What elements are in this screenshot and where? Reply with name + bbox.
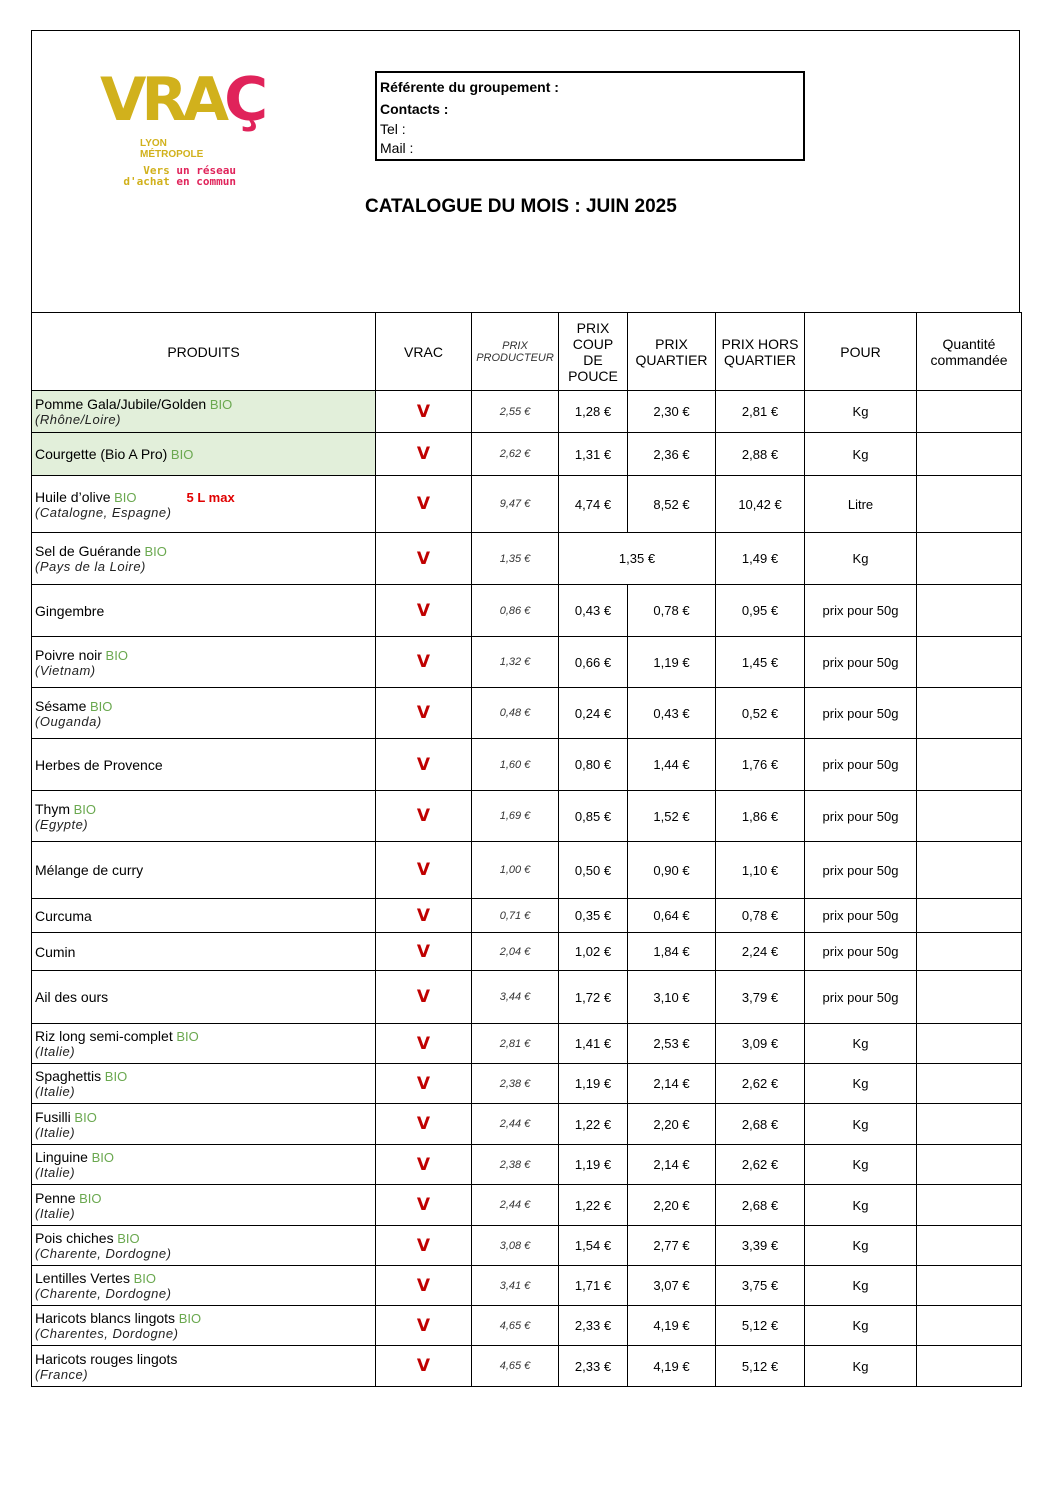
product-origin: (Charentes, Dordogne) (35, 1326, 179, 1341)
prix-hors-quartier: 3,75 € (716, 1266, 805, 1306)
unit: prix pour 50g (805, 971, 917, 1024)
vrac-check-icon: V (416, 1033, 431, 1054)
vrac-check-icon: V (416, 1275, 431, 1296)
mail-label: Mail : (380, 140, 414, 156)
vrac-cell (376, 899, 472, 933)
product-cell (32, 1346, 376, 1387)
prix-producteur: 2,81 € (472, 1024, 559, 1064)
product-name: Courgette (Bio A Pro) (35, 446, 168, 462)
product-name: Spaghettis (35, 1068, 102, 1084)
product-origin: (Catalogne, Espagne) (35, 504, 172, 520)
prix-quartier: 2,20 € (628, 1104, 716, 1145)
table-row (32, 971, 1022, 1024)
product-cell (32, 476, 376, 533)
product-name: Haricots blancs lingots (35, 1310, 176, 1326)
prix-hors-quartier: 2,88 € (716, 433, 805, 476)
prix-hors-quartier: 2,24 € (716, 933, 805, 971)
product-cell (32, 1185, 376, 1226)
product-name: Haricots rouges lingots (35, 1350, 178, 1367)
product-origin: (Italie) (35, 1084, 76, 1099)
vrac-check-icon: V (416, 941, 431, 962)
referente-label: Référente du groupement : (380, 79, 559, 95)
unit: prix pour 50g (805, 688, 917, 739)
quantity-input-cell[interactable] (917, 842, 1022, 899)
vrac-cell (376, 1024, 472, 1064)
table-row (32, 1266, 1022, 1306)
bio-label: BIO (91, 1150, 114, 1165)
vrac-cell (376, 391, 472, 433)
prix-producteur: 2,38 € (472, 1145, 559, 1185)
prix-hors-quartier: 2,68 € (716, 1185, 805, 1226)
prix-hors-quartier: 0,52 € (716, 688, 805, 739)
prix-hors-quartier: 1,76 € (716, 739, 805, 791)
product-name: Thym (35, 800, 70, 817)
vrac-cell (376, 739, 472, 791)
col-vrac: VRAC (376, 313, 472, 391)
tel-label: Tel : (380, 121, 406, 137)
prix-producteur: 2,44 € (472, 1185, 559, 1226)
logo-tagline: d'achat (123, 175, 177, 188)
prix-quartier: 0,43 € (628, 688, 716, 739)
vrac-cell (376, 585, 472, 637)
prix-producteur: 3,41 € (472, 1266, 559, 1306)
product-cell (32, 585, 376, 637)
quantity-input-cell[interactable] (917, 1185, 1022, 1226)
prix-hors-quartier: 3,09 € (716, 1024, 805, 1064)
prix-coup-de-pouce: 0,35 € (559, 899, 628, 933)
product-cell (32, 842, 376, 899)
unit: Kg (805, 1266, 917, 1306)
prix-hors-quartier: 1,45 € (716, 637, 805, 688)
product-name: Fusilli (35, 1108, 71, 1125)
table-row (32, 1024, 1022, 1064)
product-name: Gingembre (35, 602, 105, 619)
prix-coup-de-pouce: 0,66 € (559, 637, 628, 688)
bio-label: BIO (79, 1190, 102, 1206)
vrac-cell (376, 791, 472, 842)
product-cell (32, 1266, 376, 1306)
product-name: Linguine (35, 1149, 88, 1165)
vrac-cell (376, 933, 472, 971)
vrac-cell (376, 688, 472, 739)
vrac-check-icon: V (416, 703, 431, 723)
unit: Kg (805, 391, 917, 433)
vrac-check-icon: V (416, 1315, 431, 1336)
bio-label: BIO (209, 397, 233, 412)
quantity-input-cell[interactable] (917, 933, 1022, 971)
col-prix-coup-de-pouce: PRIX COUP DE POUCE (559, 313, 628, 391)
prix-hors-quartier: 1,49 € (716, 533, 805, 585)
quantity-input-cell[interactable] (917, 1064, 1022, 1104)
unit: Kg (805, 1024, 917, 1064)
prix-quartier: 2,36 € (628, 433, 716, 476)
prix-coup-de-pouce: 1,41 € (559, 1024, 628, 1064)
product-origin: (Charente, Dordogne) (35, 1286, 172, 1301)
product-origin: (Rhône/Loire) (35, 412, 121, 427)
prix-producteur: 2,38 € (472, 1064, 559, 1104)
quantity-input-cell[interactable] (917, 533, 1022, 585)
product-cell (32, 1104, 376, 1145)
product-origin: (Italie) (35, 1124, 76, 1140)
unit: Litre (805, 476, 917, 533)
vrac-check-icon: V (416, 860, 431, 880)
prix-producteur: 9,47 € (472, 476, 559, 533)
prix-producteur: 0,71 € (472, 899, 559, 933)
product-cell (32, 1306, 376, 1346)
prix-quartier: 2,20 € (628, 1185, 716, 1226)
table-row (32, 1185, 1022, 1226)
table-row (32, 637, 1022, 688)
col-produits: PRODUITS (32, 313, 376, 391)
product-origin: (Italie) (35, 1165, 76, 1180)
bio-label: BIO (73, 801, 97, 817)
prix-coup-de-pouce: 1,54 € (559, 1226, 628, 1266)
vrac-check-icon: V (416, 401, 431, 422)
unit: prix pour 50g (805, 637, 917, 688)
prix-quartier: 2,30 € (628, 391, 716, 433)
logo-tagline: un réseau (176, 164, 236, 177)
prix-producteur: 4,65 € (472, 1346, 559, 1387)
vrac-cell (376, 1226, 472, 1266)
quantity-input-cell[interactable] (917, 1104, 1022, 1145)
prix-coup-de-pouce: 0,43 € (559, 585, 628, 637)
product-name: Huile d’olive (35, 488, 111, 505)
col-prix-hors-quartier: PRIX HORS QUARTIER (716, 313, 805, 391)
product-cell (32, 1024, 376, 1064)
prix-quartier: 3,10 € (628, 971, 716, 1024)
logo-subtitle: LYON (140, 138, 167, 149)
product-cell (32, 433, 376, 476)
product-cell (32, 533, 376, 585)
prix-quartier: 0,78 € (628, 585, 716, 637)
vrac-check-icon: V (416, 987, 431, 1007)
quantity-input-cell[interactable] (917, 971, 1022, 1024)
logo-tagline: Vers (143, 164, 177, 177)
product-cell (32, 791, 376, 842)
vrac-check-icon: V (416, 1073, 431, 1094)
prix-quartier: 8,52 € (628, 476, 716, 533)
prix-quartier: 1,52 € (628, 791, 716, 842)
product-origin: (Pays de la Loire) (35, 559, 146, 574)
quantity-input-cell[interactable] (917, 585, 1022, 637)
col-prix-producteur: PRIX PRODUCTEUR (472, 313, 559, 391)
vrac-check-icon: V (416, 1154, 431, 1175)
vrac-check-icon: V (416, 652, 431, 672)
prix-producteur: 0,86 € (472, 585, 559, 637)
product-origin: (Charente, Dordogne) (35, 1246, 172, 1261)
vrac-cell (376, 433, 472, 476)
prix-coup-de-pouce: 1,72 € (559, 971, 628, 1024)
prix-hors-quartier: 5,12 € (716, 1306, 805, 1346)
product-name: Riz long semi-complet (35, 1028, 173, 1044)
prix-hors-quartier: 0,78 € (716, 899, 805, 933)
quantity-input-cell[interactable] (917, 637, 1022, 688)
vrac-check-icon: V (416, 754, 431, 775)
bio-label: BIO (133, 1271, 156, 1286)
prix-producteur: 2,44 € (472, 1104, 559, 1145)
unit: prix pour 50g (805, 842, 917, 899)
vrac-cell (376, 637, 472, 688)
unit: prix pour 50g (805, 739, 917, 791)
unit: Kg (805, 1346, 917, 1387)
quantity-input-cell[interactable] (917, 391, 1022, 433)
prix-producteur: 1,35 € (472, 533, 559, 585)
quantity-input-cell[interactable] (917, 1024, 1022, 1064)
logo-text-c: Ç (224, 65, 264, 135)
product-cell (32, 637, 376, 688)
vrac-check-icon: V (416, 1114, 431, 1134)
bio-label: BIO (117, 1231, 140, 1246)
bio-label: BIO (144, 544, 167, 559)
contacts-label: Contacts : (380, 101, 449, 117)
vrac-cell (376, 1064, 472, 1104)
prix-hors-quartier: 2,62 € (716, 1145, 805, 1185)
quantity-input-cell[interactable] (917, 1145, 1022, 1185)
table-header-row (32, 313, 1022, 391)
prix-producteur: 3,44 € (472, 971, 559, 1024)
table-row (32, 433, 1022, 476)
prix-producteur: 2,04 € (472, 933, 559, 971)
prix-producteur: 2,62 € (472, 433, 559, 476)
prix-coup-de-pouce: 4,74 € (559, 476, 628, 533)
product-name: Poivre noir (35, 646, 102, 663)
prix-coup-de-pouce: 0,50 € (559, 842, 628, 899)
vrac-cell (376, 1266, 472, 1306)
bio-label: BIO (176, 1029, 199, 1044)
vrac-cell (376, 842, 472, 899)
prix-coup-quartier-merged: 1,35 € (559, 533, 716, 585)
product-name: Pois chiches (35, 1230, 114, 1246)
col-pour: POUR (805, 313, 917, 391)
logo-subtitle: MÉTROPOLE (140, 149, 204, 160)
prix-producteur: 1,69 € (472, 791, 559, 842)
table-row (32, 1104, 1022, 1145)
quantity-input-cell[interactable] (917, 433, 1022, 476)
product-origin: (Ouganda) (35, 713, 102, 729)
table-row (32, 1306, 1022, 1346)
prix-coup-de-pouce: 0,24 € (559, 688, 628, 739)
table-row (32, 391, 1022, 433)
prix-quartier: 0,90 € (628, 842, 716, 899)
vrac-check-icon: V (416, 548, 431, 569)
product-name: Pomme Gala/Jubile/Golden (35, 396, 207, 412)
bio-label: BIO (105, 647, 128, 663)
unit: Kg (805, 1306, 917, 1346)
prix-coup-de-pouce: 1,02 € (559, 933, 628, 971)
unit: prix pour 50g (805, 791, 917, 842)
unit: Kg (805, 1185, 917, 1226)
product-origin: (Egypte) (35, 816, 89, 832)
product-origin: (France) (35, 1366, 89, 1382)
prix-quartier: 0,64 € (628, 899, 716, 933)
product-origin: (Italie) (35, 1205, 76, 1221)
prix-hors-quartier: 3,79 € (716, 971, 805, 1024)
bio-label: BIO (178, 1311, 202, 1326)
table-row (32, 1064, 1022, 1104)
vrac-check-icon: V (416, 444, 431, 464)
unit: prix pour 50g (805, 933, 917, 971)
product-origin: (Vietnam) (35, 662, 96, 678)
vrac-cell (376, 1104, 472, 1145)
bio-label: BIO (170, 447, 194, 462)
bio-label: BIO (89, 698, 113, 714)
unit: Kg (805, 533, 917, 585)
unit: Kg (805, 1226, 917, 1266)
vrac-cell (376, 1185, 472, 1226)
unit: Kg (805, 1064, 917, 1104)
prix-producteur: 0,48 € (472, 688, 559, 739)
unit: Kg (805, 433, 917, 476)
logo-tagline: en commun (176, 175, 236, 188)
vrac-check-icon: V (416, 600, 431, 621)
product-cell (32, 933, 376, 971)
prix-quartier: 1,84 € (628, 933, 716, 971)
quantity-input-cell[interactable] (917, 1346, 1022, 1387)
product-name: Mélange de curry (35, 862, 144, 878)
vrac-cell (376, 971, 472, 1024)
vrac-check-icon: V (416, 806, 431, 826)
unit: prix pour 50g (805, 899, 917, 933)
product-name: Ail des ours (35, 989, 109, 1005)
prix-producteur: 4,65 € (472, 1306, 559, 1346)
product-cell (32, 1064, 376, 1104)
prix-producteur: 2,55 € (472, 391, 559, 433)
table-row (32, 585, 1022, 637)
table-row (32, 933, 1022, 971)
product-name: Lentilles Vertes (35, 1270, 130, 1286)
prix-hors-quartier: 10,42 € (716, 476, 805, 533)
vrac-check-icon: V (416, 494, 431, 514)
quantity-input-cell[interactable] (917, 688, 1022, 739)
prix-coup-de-pouce: 1,28 € (559, 391, 628, 433)
prix-quartier: 1,19 € (628, 637, 716, 688)
quantity-input-cell[interactable] (917, 1266, 1022, 1306)
col-prix-quartier: PRIX QUARTIER (628, 313, 716, 391)
prix-hors-quartier: 2,68 € (716, 1104, 805, 1145)
unit: Kg (805, 1145, 917, 1185)
table-row (32, 791, 1022, 842)
quantity-input-cell[interactable] (917, 1226, 1022, 1266)
prix-coup-de-pouce: 1,31 € (559, 433, 628, 476)
product-name: Cumin (35, 943, 76, 960)
prix-producteur: 1,00 € (472, 842, 559, 899)
prix-producteur: 1,32 € (472, 637, 559, 688)
prix-quartier: 2,14 € (628, 1145, 716, 1185)
vrac-check-icon: V (416, 1235, 431, 1256)
prix-hors-quartier: 1,10 € (716, 842, 805, 899)
prix-coup-de-pouce: 0,85 € (559, 791, 628, 842)
product-cell (32, 391, 376, 433)
product-name: Sésame (35, 697, 87, 714)
quantity-input-cell[interactable] (917, 899, 1022, 933)
prix-producteur: 3,08 € (472, 1226, 559, 1266)
prix-coup-de-pouce: 1,22 € (559, 1185, 628, 1226)
prix-quartier: 1,44 € (628, 739, 716, 791)
vrac-cell (376, 1145, 472, 1185)
prix-hors-quartier: 1,86 € (716, 791, 805, 842)
prix-coup-de-pouce: 1,19 € (559, 1064, 628, 1104)
prix-hors-quartier: 2,81 € (716, 391, 805, 433)
product-cell (32, 971, 376, 1024)
product-name: Penne (35, 1189, 76, 1206)
logo-text: VRA (100, 65, 225, 135)
quantity-input-cell[interactable] (917, 476, 1022, 533)
col-quantite: Quantité commandée (917, 313, 1022, 391)
table-row (32, 1145, 1022, 1185)
bio-label: BIO (114, 489, 137, 505)
vrac-check-icon: V (416, 905, 431, 926)
quantity-input-cell[interactable] (917, 791, 1022, 842)
prix-quartier: 2,14 € (628, 1064, 716, 1104)
product-cell (32, 1226, 376, 1266)
contact-box (375, 71, 805, 161)
table-row (32, 899, 1022, 933)
prix-coup-de-pouce: 2,33 € (559, 1306, 628, 1346)
prix-coup-de-pouce: 2,33 € (559, 1346, 628, 1387)
prix-hors-quartier: 0,95 € (716, 585, 805, 637)
catalogue-table (31, 312, 1022, 1387)
table-row (32, 739, 1022, 791)
product-name: Herbes de Provence (35, 756, 163, 773)
prix-coup-de-pouce: 1,71 € (559, 1266, 628, 1306)
prix-hors-quartier: 5,12 € (716, 1346, 805, 1387)
vrac-cell (376, 476, 472, 533)
product-cell (32, 739, 376, 791)
table-row (32, 688, 1022, 739)
prix-quartier: 4,19 € (628, 1306, 716, 1346)
unit: Kg (805, 1104, 917, 1145)
prix-coup-de-pouce: 1,22 € (559, 1104, 628, 1145)
unit: prix pour 50g (805, 585, 917, 637)
table-row (32, 1346, 1022, 1387)
table-row (32, 476, 1022, 533)
quantity-input-cell[interactable] (917, 1306, 1022, 1346)
prix-quartier: 2,53 € (628, 1024, 716, 1064)
vrac-cell (376, 1306, 472, 1346)
prix-quartier: 4,19 € (628, 1346, 716, 1387)
vrac-check-icon: V (416, 1356, 431, 1376)
prix-producteur: 1,60 € (472, 739, 559, 791)
bio-label: BIO (104, 1069, 128, 1084)
product-name: Curcuma (35, 907, 92, 924)
product-cell (32, 899, 376, 933)
prix-hors-quartier: 2,62 € (716, 1064, 805, 1104)
prix-quartier: 2,77 € (628, 1226, 716, 1266)
product-cell (32, 688, 376, 739)
prix-hors-quartier: 3,39 € (716, 1226, 805, 1266)
table-row (32, 842, 1022, 899)
prix-coup-de-pouce: 0,80 € (559, 739, 628, 791)
quantity-input-cell[interactable] (917, 739, 1022, 791)
table-row (32, 533, 1022, 585)
prix-quartier: 3,07 € (628, 1266, 716, 1306)
table-row (32, 1226, 1022, 1266)
quantity-limit-note: 5 L max (186, 489, 235, 505)
vrac-cell (376, 1346, 472, 1387)
prix-coup-de-pouce: 1,19 € (559, 1145, 628, 1185)
vrac-logo (98, 65, 264, 190)
product-origin: (Italie) (35, 1044, 76, 1059)
vrac-check-icon: V (416, 1195, 431, 1215)
bio-label: BIO (74, 1109, 97, 1125)
page-title: CATALOGUE DU MOIS : JUIN 2025 (365, 196, 677, 217)
product-name: Sel de Guérande (35, 543, 141, 559)
vrac-cell (376, 533, 472, 585)
product-cell (32, 1145, 376, 1185)
